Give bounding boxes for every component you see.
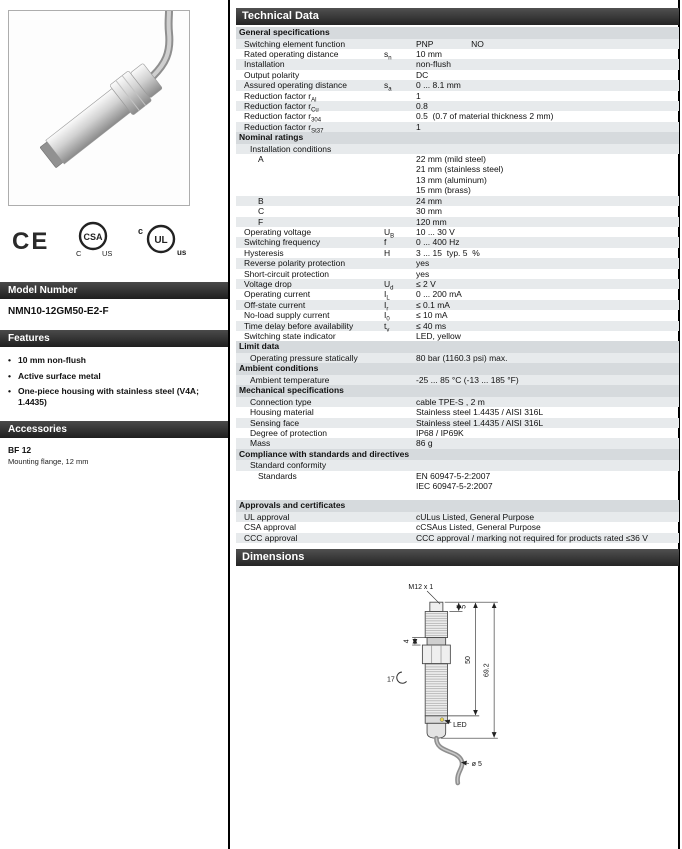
spec-label: Rated operating distance	[244, 48, 339, 59]
spec-value: 0 ... 400 Hz	[416, 237, 460, 248]
technical-data-header: Technical Data	[236, 8, 679, 25]
spec-value: CCC approval / marking not required for products rated ≤36 V	[416, 532, 648, 543]
sensor-photo-illustration	[9, 11, 189, 205]
spec-value: DC	[416, 69, 429, 80]
spec-symbol	[384, 258, 416, 268]
spec-row	[236, 70, 679, 80]
ce-mark-icon	[12, 223, 56, 257]
spec-symbol: $I_r$	[384, 299, 389, 313]
spec-row	[236, 428, 679, 438]
spec-value: yes	[416, 258, 430, 269]
model-number-header: Model Number	[0, 282, 228, 299]
accessories-header: Accessories	[0, 421, 228, 438]
features-header: Features	[0, 330, 228, 347]
dimensions-header: Dimensions	[236, 549, 679, 566]
section-header: Ambient conditions	[236, 363, 679, 375]
spec-value: cULus Listed, General Purpose	[416, 511, 535, 522]
spec-label: Standards	[258, 470, 297, 481]
spec-row	[236, 418, 679, 428]
spec-symbol: H	[384, 247, 391, 258]
spec-label: CSA approval	[244, 522, 296, 533]
spec-row	[236, 299, 679, 313]
spec-symbol: $U_B$	[384, 226, 395, 240]
spec-row	[236, 310, 679, 323]
spec-value: yes	[416, 268, 430, 279]
spec-label: Switching state indicator	[244, 330, 336, 341]
spec-label: Hysteresis	[244, 247, 284, 258]
spec-value: ≤ 40 ms	[416, 320, 447, 331]
feature-item	[8, 355, 213, 366]
spec-symbol	[384, 144, 416, 154]
bullet-icon: •	[8, 355, 11, 365]
spec-row	[236, 248, 679, 258]
spec-row	[236, 196, 679, 206]
spec-row	[236, 48, 679, 62]
spec-row	[236, 397, 679, 407]
spec-value: Stainless steel 1.4435 / AISI 316L	[416, 407, 544, 418]
spec-symbol	[384, 101, 416, 111]
spec-value: 30 mm	[416, 206, 442, 217]
spec-row	[236, 59, 679, 69]
spec-label: Output polarity	[244, 69, 300, 80]
spec-value: IP68 / IP69K	[416, 427, 464, 438]
spec-row	[236, 331, 679, 341]
spec-row	[236, 438, 679, 448]
spec-label: Operating pressure statically	[250, 352, 358, 363]
spec-symbol	[384, 375, 416, 385]
spec-label: Standard conformity	[250, 460, 327, 471]
spec-row	[236, 100, 679, 114]
spec-row	[236, 375, 679, 385]
sensor-outline	[422, 602, 450, 738]
spec-label: Mass	[250, 438, 271, 449]
dim-led: LED	[452, 722, 467, 730]
spec-row	[236, 278, 679, 292]
spec-symbol	[384, 428, 416, 438]
spec-value: 3 ... 15 typ. 5 %	[416, 247, 480, 258]
spec-symbol	[384, 438, 416, 448]
csa-c-text: C	[76, 249, 82, 258]
spec-symbol	[384, 353, 416, 363]
ul-us-text: us	[177, 248, 187, 257]
technical-data-table	[236, 27, 679, 543]
dim-17: 17	[386, 676, 395, 684]
spec-value: ≤ 10 mA	[416, 310, 448, 321]
spec-label: Operating voltage	[244, 226, 312, 237]
left-column	[0, 0, 228, 466]
spec-row	[236, 144, 679, 154]
spec-label: Connection type	[250, 396, 312, 407]
spec-symbol	[384, 154, 416, 196]
spec-value: 10 ... 30 V	[416, 226, 455, 237]
spec-row	[236, 258, 679, 268]
wrench-icon	[396, 672, 406, 683]
spec-symbol: $U_d$	[384, 278, 394, 292]
csa-us-text: US	[102, 249, 113, 258]
right-column	[230, 0, 679, 816]
spec-row	[236, 206, 679, 216]
spec-label: No-load supply current	[244, 310, 330, 321]
spec-label: Reduction factor $r_{304}$	[244, 111, 322, 125]
section-header: Mechanical specifications	[236, 385, 679, 397]
spec-row	[236, 39, 679, 49]
spec-value: 22 mm (mild steel) 21 mm (stainless steel) 13 mm (aluminum) 15 mm (brass)	[416, 154, 504, 196]
csa-logo-icon	[72, 221, 120, 259]
product-photo	[8, 10, 190, 206]
spec-value: 120 mm	[416, 216, 447, 227]
spec-value: ≤ 2 V	[416, 278, 436, 289]
feature-text: One-piece housing with stainless steel (V4A; 1.4435)	[18, 386, 199, 407]
spec-value: 0 ... 8.1 mm	[416, 80, 461, 91]
spec-value: 10 mm	[416, 48, 442, 59]
spec-value: cCSAus Listed, General Purpose	[416, 522, 541, 533]
spec-row	[236, 237, 679, 247]
csa-text: CSA	[83, 232, 103, 242]
spec-label: C	[258, 206, 265, 217]
spec-symbol: $s_a$	[384, 80, 392, 93]
dimension-drawing	[250, 576, 660, 816]
dimension-drawing-svg	[250, 576, 660, 811]
ul-logo-icon	[136, 221, 188, 259]
bullet-icon: •	[8, 370, 11, 381]
spec-row	[236, 522, 679, 532]
model-number-value: NMN10-12GM50-E2-F	[8, 306, 109, 317]
spec-symbol	[384, 533, 416, 543]
spec-value: EN 60947-5-2:2007 IEC 60947-5-2:2007	[416, 470, 493, 492]
spec-value: 0.5 (0.7 of material thickness 2 mm)	[416, 111, 554, 122]
spec-symbol	[384, 111, 416, 121]
dim-69-2: 69.2	[483, 663, 491, 678]
spec-label: A	[258, 154, 264, 165]
spec-value: ≤ 0.1 mA	[416, 299, 450, 310]
spec-symbol	[384, 471, 416, 492]
spec-label: UL approval	[244, 511, 290, 522]
spec-label: B	[258, 195, 264, 206]
dim-4: 4	[402, 639, 410, 644]
spec-symbol	[384, 196, 416, 206]
spec-symbol: $t_v$	[384, 320, 390, 334]
spec-symbol: $s_n$	[384, 48, 392, 62]
spec-symbol	[384, 39, 416, 49]
spec-symbol: $I_L$	[384, 289, 390, 303]
spec-value: non-flush	[416, 59, 451, 70]
spec-label: Installation conditions	[250, 143, 332, 154]
spec-label: F	[258, 216, 264, 227]
spec-symbol	[384, 206, 416, 216]
spec-label: Reduction factor $r_{St37}$	[244, 121, 324, 135]
section-header: General specifications	[236, 27, 679, 39]
spec-value: 24 mm	[416, 195, 442, 206]
spec-row	[236, 217, 679, 227]
dim-cable-diameter: ø 5	[471, 761, 482, 769]
spec-symbol: f	[384, 237, 387, 248]
spec-row	[236, 269, 679, 279]
spec-symbol	[384, 91, 416, 101]
spec-label: Assured operating distance	[244, 80, 348, 91]
spec-value: LED, yellow	[416, 330, 461, 341]
spec-symbol: $I_0$	[384, 310, 390, 323]
bullet-icon: •	[8, 386, 11, 396]
spec-value: 0.8	[416, 100, 428, 111]
section-header: Approvals and certificates	[236, 500, 679, 512]
spec-value: 0 ... 200 mA	[416, 289, 462, 300]
spec-symbol	[384, 70, 416, 80]
section-gap	[236, 491, 679, 500]
ul-text: UL	[154, 235, 168, 246]
feature-item	[8, 386, 213, 407]
spec-row	[236, 471, 679, 492]
spec-value: 1	[416, 121, 421, 132]
spec-value: 86 g	[416, 438, 433, 449]
spec-row	[236, 289, 679, 303]
spec-value	[416, 460, 679, 470]
spec-label: Reverse polarity protection	[244, 258, 346, 269]
spec-label: Housing material	[250, 407, 314, 418]
spec-symbol	[384, 59, 416, 69]
spec-symbol	[384, 217, 416, 227]
feature-text: 10 mm non-flush	[18, 355, 87, 365]
spec-row	[236, 533, 679, 543]
spec-row	[236, 80, 679, 93]
spec-label: Switching element function	[244, 38, 346, 49]
feature-item	[8, 371, 213, 382]
spec-row	[236, 353, 679, 363]
spec-label: Sensing face	[250, 417, 300, 428]
spec-label: Operating current	[244, 289, 311, 300]
spec-label: CCC approval	[244, 532, 298, 543]
accessory-name: BF 12	[8, 445, 32, 455]
spec-row	[236, 407, 679, 417]
ce-text: CE	[12, 228, 50, 255]
spec-value: 80 bar (1160.3 psi) max.	[416, 352, 508, 363]
spec-row	[236, 512, 679, 522]
spec-row	[236, 320, 679, 334]
feature-text: Active surface metal	[18, 370, 101, 381]
spec-value	[416, 144, 679, 154]
spec-label: Reduction factor $r_{Cu}$	[244, 100, 319, 114]
spec-value: 1	[416, 90, 421, 101]
spec-value: -25 ... 85 °C (-13 ... 185 °F)	[416, 374, 519, 385]
spec-value: cable TPE-S , 2 m	[416, 396, 485, 407]
dim-50: 50	[464, 656, 472, 664]
spec-symbol	[384, 522, 416, 532]
spec-row	[236, 154, 679, 196]
ul-c-text: c	[138, 226, 144, 236]
spec-label: Degree of protection	[250, 427, 328, 438]
spec-symbol	[384, 122, 416, 132]
section-header: Limit data	[236, 341, 679, 353]
spec-value: PNP NO	[416, 38, 484, 49]
spec-label: Voltage drop	[244, 278, 292, 289]
spec-label: Time delay before availability	[244, 320, 354, 331]
dim-thread: M12 x 1	[407, 584, 433, 592]
spec-row	[236, 121, 679, 135]
spec-row	[236, 226, 679, 240]
spec-label: Off-state current	[244, 299, 306, 310]
spec-label: Short-circuit protection	[244, 268, 330, 279]
spec-label: Installation	[244, 59, 285, 70]
spec-symbol	[384, 407, 416, 417]
section-header: Compliance with standards and directives	[236, 449, 679, 461]
section-header: Nominal ratings	[236, 132, 679, 144]
spec-label: Switching frequency	[244, 237, 321, 248]
spec-label: Reduction factor $r_{Al}$	[244, 90, 317, 104]
spec-symbol	[384, 397, 416, 407]
spec-row	[236, 90, 679, 104]
spec-symbol	[384, 418, 416, 428]
spec-symbol	[384, 512, 416, 522]
spec-label: Ambient temperature	[250, 374, 330, 385]
spec-symbol	[384, 460, 416, 470]
spec-value: Stainless steel 1.4435 / AISI 316L	[416, 417, 544, 428]
dim-5: 5	[459, 605, 467, 609]
spec-symbol	[384, 269, 416, 279]
features-list	[8, 355, 213, 407]
accessory-description: Mounting flange, 12 mm	[8, 457, 89, 466]
spec-row	[236, 460, 679, 470]
certification-logos	[12, 220, 228, 260]
spec-row	[236, 111, 679, 125]
spec-symbol	[384, 331, 416, 341]
